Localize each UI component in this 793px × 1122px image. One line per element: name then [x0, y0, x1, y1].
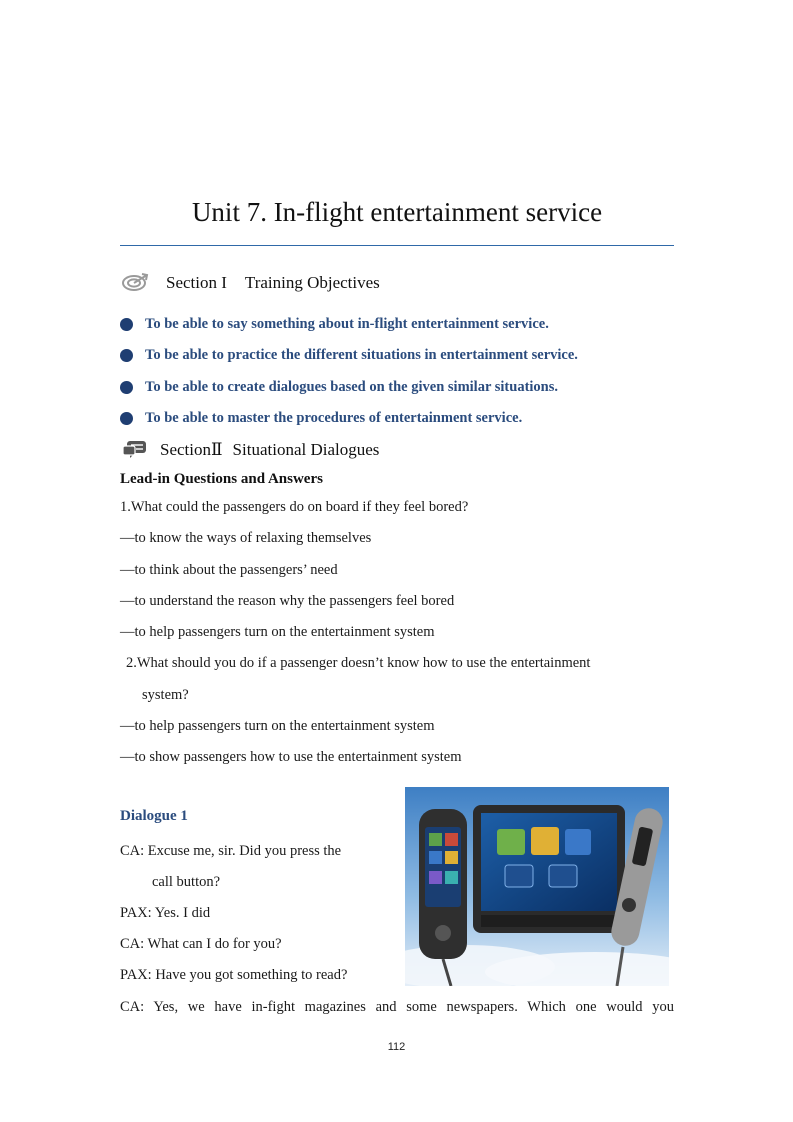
- dialogue-line: PAX: Have you got something to read?: [120, 967, 348, 983]
- title-divider: [120, 245, 674, 246]
- list-item: To be able to master the procedures of entertainment service.: [120, 403, 578, 434]
- list-item: To be able to practice the different situations in entertainment service.: [120, 340, 578, 371]
- dialogue-heading: Dialogue 1: [120, 808, 188, 824]
- lead-in-heading: Lead-in Questions and Answers: [120, 471, 323, 487]
- answer-line: —to help passengers turn on the entertainment system: [120, 718, 435, 735]
- question-2-continued: system?: [142, 686, 189, 703]
- dialogue-line: call button?: [152, 874, 221, 890]
- target-icon: [120, 272, 150, 294]
- lead-in-questions: [120, 492, 680, 774]
- answer-line: —to help passengers turn on the entertainment system: [120, 624, 435, 641]
- objectives-list: [120, 309, 578, 434]
- dialogue-lines: [120, 836, 400, 991]
- chat-bubbles-icon: [120, 439, 150, 461]
- section-title: Situational Dialogues: [232, 440, 380, 459]
- dialogue-line-long: CA: Yes, we have in-fight magazines and some newspapers. Which one would you: [120, 999, 674, 1015]
- section-number: SectionⅡ: [160, 440, 223, 459]
- answer-line: —to think about the passengers’ need: [120, 561, 338, 578]
- dialogue-line: PAX: Yes. I did: [120, 905, 211, 921]
- question-2: 2.What should you do if a passenger doesn’t know how to use the entertainment: [126, 655, 591, 672]
- dialogue-line: CA: Excuse me, sir. Did you press the: [120, 843, 342, 859]
- answer-line: —to show passengers how to use the entertainment system: [120, 749, 462, 766]
- bullet-icon: [120, 349, 133, 362]
- section-title: Training Objectives: [244, 273, 380, 292]
- bullet-icon: [120, 381, 133, 394]
- entertainment-system-photo: [405, 787, 669, 986]
- answer-line: —to know the ways of relaxing themselves: [120, 530, 372, 547]
- unit-title: Unit 7. In-flight entertainment service: [191, 197, 603, 227]
- bullet-icon: [120, 412, 133, 425]
- dialogue-line: CA: What can I do for you?: [120, 936, 282, 952]
- page-number: 112: [387, 1041, 406, 1053]
- bullet-icon: [120, 318, 133, 331]
- section-heading-objectives: [120, 270, 380, 296]
- question-1: 1.What could the passengers do on board if they feel bored?: [120, 499, 469, 515]
- answer-line: —to understand the reason why the passengers feel bored: [120, 592, 455, 609]
- list-item: To be able to say something about in-flight entertainment service.: [120, 309, 578, 340]
- list-item: To be able to create dialogues based on the given similar situations.: [120, 372, 578, 403]
- section-number: Section I: [166, 273, 227, 292]
- section-heading-dialogues: [120, 437, 379, 463]
